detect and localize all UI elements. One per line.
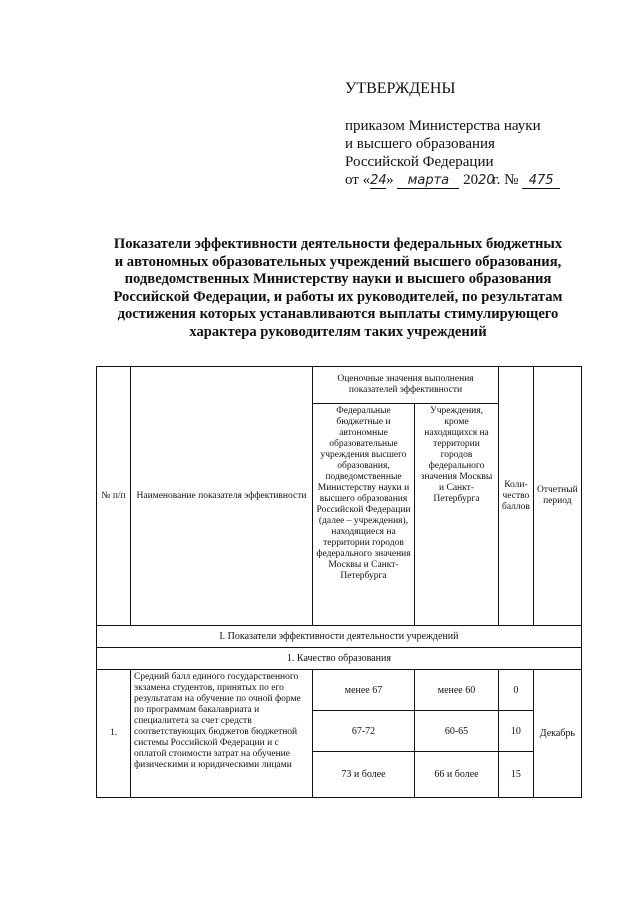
value-other: 66 и более (415, 752, 499, 798)
section-heading: I. Показатели эффективности деятельности учреждений (97, 626, 582, 648)
header-num: № п/п (97, 367, 131, 626)
date-month: марта (397, 174, 459, 189)
approved-heading: УТВЕРЖДЕНЫ (345, 80, 456, 97)
value-points: 10 (499, 711, 534, 752)
order-line-3: Российской Федерации (345, 154, 494, 170)
value-federal: 67-72 (313, 711, 415, 752)
value-other: 60-65 (415, 711, 499, 752)
order-number: 475 (522, 174, 560, 189)
value-federal: менее 67 (313, 670, 415, 711)
header-period: Отчетный период (533, 367, 581, 626)
title-line: Показатели эффективности деятельности федеральных бюджетных (113, 236, 563, 252)
value-federal: 73 и более (313, 752, 415, 798)
value-points: 0 (499, 670, 534, 711)
value-points: 15 (499, 752, 534, 798)
header-group: Оценочные значения выполнения показателей эффективности (313, 367, 499, 404)
title-line: подведомственных Министерству науки и высшего образования (124, 271, 552, 287)
row-period: Декабрь (533, 670, 581, 798)
header-name: Наименование показателя эффективности (131, 367, 313, 626)
title-line: и автономных образовательных учреждений высшего образования, (114, 253, 562, 270)
title-line: характера руководителям таких учреждений (189, 323, 487, 340)
document-title (90, 236, 586, 341)
title-line: достижения которых устанавливаются выплаты стимулирующего (117, 306, 559, 322)
order-line-2: и высшего образования (345, 136, 495, 152)
indicators-table (96, 366, 582, 798)
order-date-line (345, 171, 560, 189)
order-line-1: приказом Министерства науки (345, 118, 541, 134)
year-suffix: 20 (478, 173, 495, 188)
date-day: 24 (370, 173, 387, 188)
order-reference (345, 117, 560, 189)
subsection-heading: 1. Качество образования (97, 648, 582, 670)
value-other: менее 60 (415, 670, 499, 711)
header-other: Учреждения, кроме находящихся на территории городов федерального значения Москвы и Санкт-Петербурга (415, 404, 499, 626)
header-federal: Федеральные бюджетные и автономные образовательные учреждения высшего образования, подведомственные Министерству науки и высшего образования Российской Федерации (далее – учреждения), находящиеся на территории городов федерального значения Москвы и Санкт-Петербурга (313, 404, 415, 626)
header-points: Коли-чество баллов (499, 367, 534, 626)
date-prefix: от « (345, 172, 371, 188)
date-mid: » (386, 172, 394, 188)
title-line: Российской Федерации, и работы их руководителей, по результатам (113, 288, 563, 305)
year-prefix: 20 (463, 172, 479, 188)
year-tail: г. № (492, 172, 519, 188)
row-indicator-name: Средний балл единого государственного экзамена студентов, принятых по его результатам на обучение по очной форме по программам бакалавриата и специалитета за счет средств соответствующих бюджетов бюджетной системы Российской Федерации и с оплатой стоимости затрат на обучение физическими и юридическими лицами (131, 670, 313, 798)
row-num: 1. (97, 670, 131, 798)
